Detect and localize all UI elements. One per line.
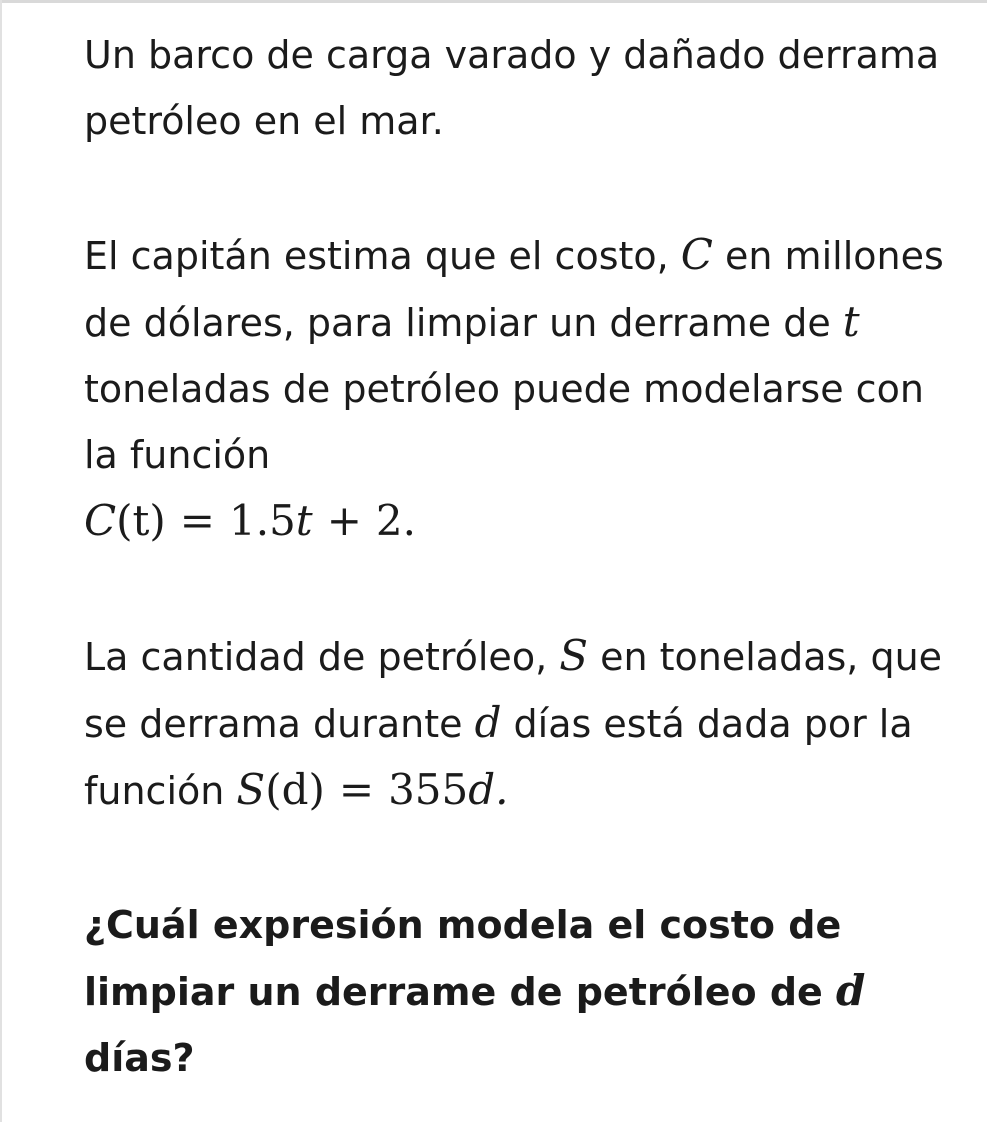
eq2-coefficient: 355 <box>388 765 469 814</box>
eq1-equals: = <box>179 496 215 545</box>
eq2-variable: d. <box>468 765 509 814</box>
left-divider <box>0 0 2 1122</box>
eq1-function: C <box>84 496 117 545</box>
var-s: S <box>559 631 589 680</box>
cost-text-c: toneladas de petróleo puede modelarse con la función <box>84 367 924 477</box>
spill-text-a: La cantidad de petróleo, <box>84 635 560 679</box>
question-text-b: días? <box>84 1036 195 1080</box>
spill-paragraph <box>84 623 964 824</box>
eq2-argument: (d) <box>265 765 325 814</box>
eq1-plus: + <box>326 496 362 545</box>
question-paragraph <box>84 892 964 1091</box>
var-c: C <box>680 230 713 279</box>
intro-paragraph <box>84 22 964 154</box>
spacer <box>84 555 964 623</box>
cost-text-a: El capitán estima que el costo, <box>84 234 681 278</box>
eq1-argument: (t) <box>116 496 166 545</box>
top-divider <box>0 0 987 3</box>
spill-equation <box>236 765 508 814</box>
var-t: t <box>842 297 860 346</box>
cost-paragraph <box>84 222 964 555</box>
spacer <box>84 154 964 222</box>
eq1-coefficient: 1.5 <box>229 496 296 545</box>
spacer <box>84 824 964 892</box>
eq2-function: S <box>236 765 266 814</box>
var-d: d <box>474 698 502 747</box>
spill-text-c: días está dada por la función <box>84 702 913 813</box>
eq1-variable: t <box>295 496 313 545</box>
eq2-equals: = <box>338 765 375 814</box>
intro-text: Un barco de carga varado y dañado derrama petróleo en el mar. <box>84 33 940 143</box>
eq1-constant: 2. <box>375 496 416 545</box>
cost-equation <box>84 496 416 545</box>
question-text-a: ¿Cuál expresión modela el costo de limpiar un derrame de petróleo de <box>84 903 842 1014</box>
spill-text-b: en toneladas, que se derrama durante <box>84 635 943 746</box>
question-var-d: d <box>836 966 866 1015</box>
cost-text-b: en millones de dólares, para limpiar un derrame de <box>84 234 944 345</box>
problem-card <box>84 22 964 1091</box>
